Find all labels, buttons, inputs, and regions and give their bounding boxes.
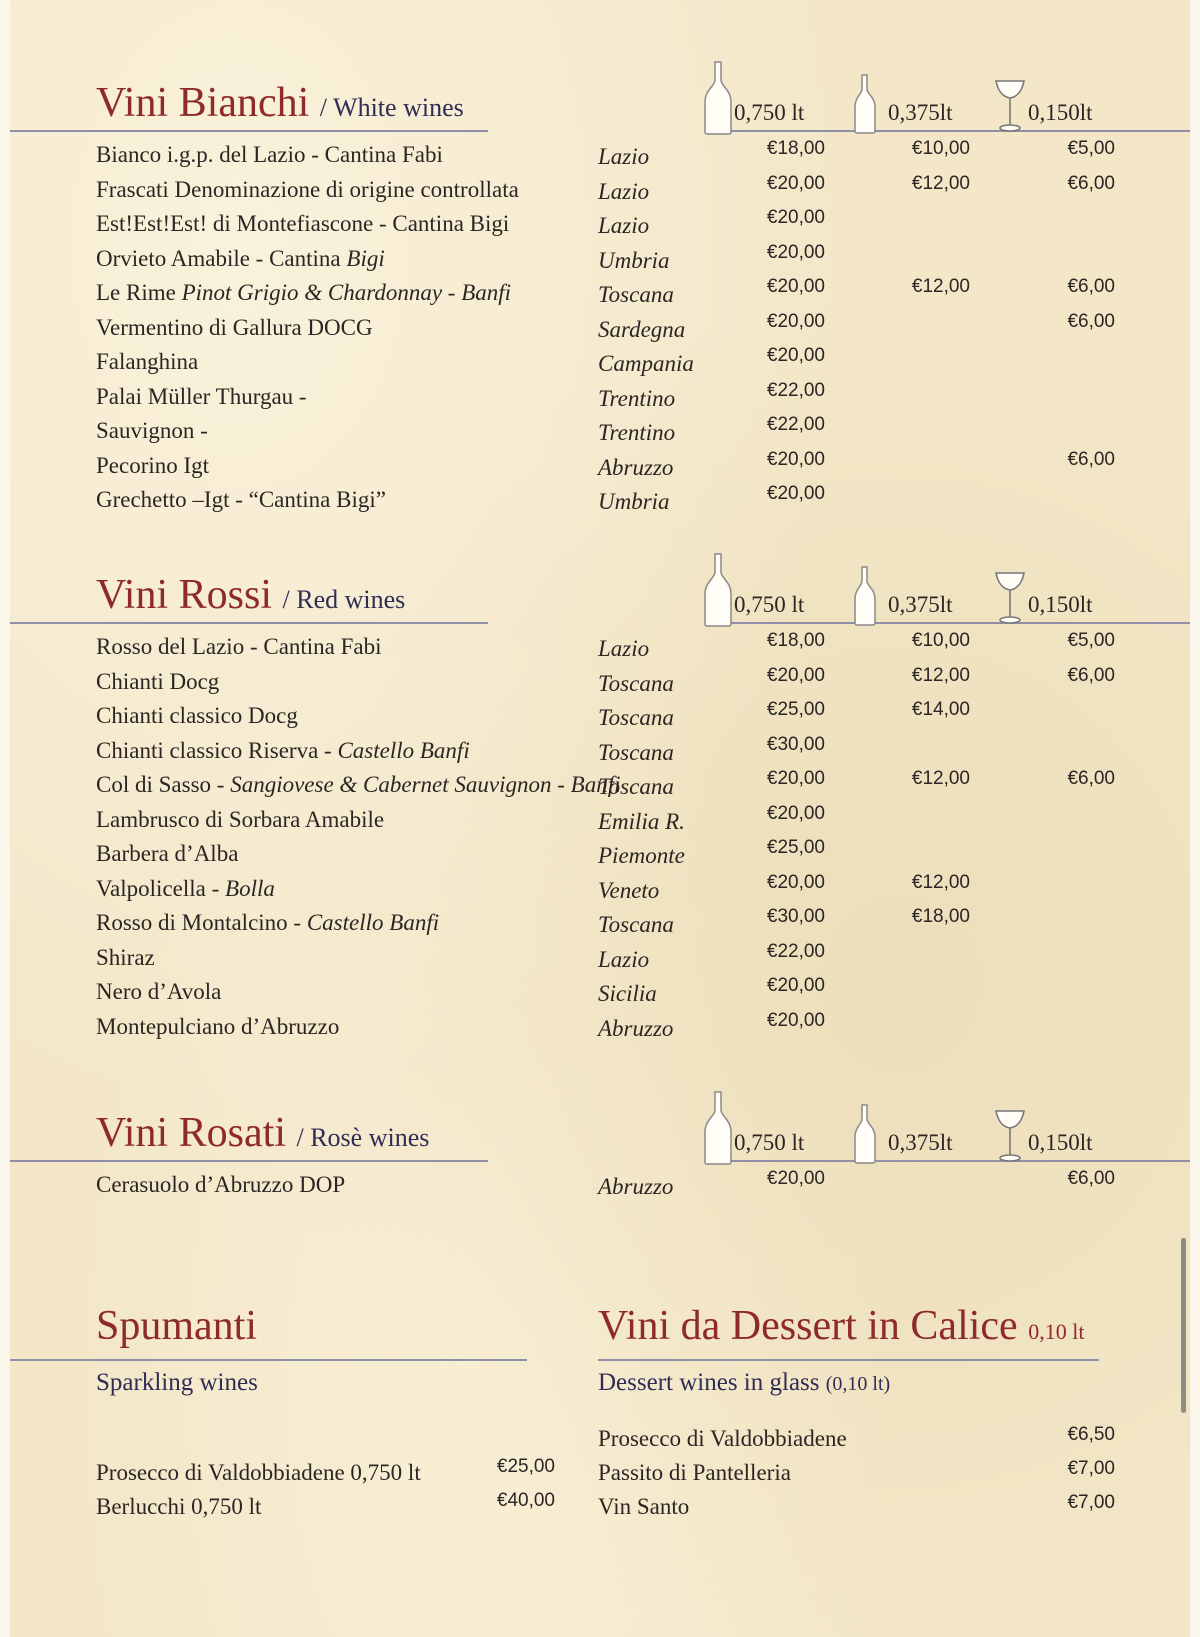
half-bottle-icon — [853, 73, 877, 140]
size-label-bottle: 0,750 lt — [734, 100, 805, 125]
wine-row — [0, 172, 1200, 211]
section-divider-right — [708, 130, 1190, 132]
wine-name-text: Nero d’Avola — [96, 979, 222, 1004]
wine-row — [0, 345, 1200, 383]
price-p1: €20,00 — [766, 1168, 825, 1189]
price-p1: €20,00 — [766, 871, 825, 893]
price-p1: €25,00 — [766, 837, 825, 858]
wine-region: Lazio — [598, 946, 650, 972]
half-bottle-icon — [853, 565, 877, 632]
wine-bottle-icon — [702, 1090, 734, 1171]
price-p2: €12,00 — [911, 276, 970, 297]
wine-name — [96, 703, 298, 729]
dessert-row — [0, 1426, 1200, 1460]
wine-name — [96, 669, 219, 695]
price-p1: €22,00 — [766, 379, 825, 401]
wine-name-text: Sauvignon - — [96, 418, 208, 443]
wine-region: Umbria — [598, 247, 670, 273]
wine-name — [96, 979, 221, 1005]
wine-region: Lazio — [598, 636, 650, 661]
wine-row — [0, 276, 1200, 314]
wine-glass-icon — [993, 1107, 1027, 1168]
wine-region: Toscana — [598, 912, 674, 937]
wine-name-text: Vermentino di Gallura DOCG — [96, 314, 373, 340]
section-title — [96, 82, 464, 124]
price-p1: €20,00 — [766, 448, 825, 470]
price-p3: €6,00 — [1067, 172, 1115, 194]
size-label-glass: 0,150lt — [1028, 100, 1093, 125]
wine-name: Prosecco di Valdobbiadene 0,750 lt — [96, 1460, 421, 1485]
size-label-half: 0,375lt — [888, 1130, 953, 1155]
wine-row — [0, 207, 1200, 245]
wine-region: Umbria — [598, 489, 670, 514]
wine-name-text: Chianti Docg — [96, 668, 220, 694]
wine-region: Trentino — [598, 420, 676, 445]
wine-region: Toscana — [598, 774, 674, 799]
price-p2: €14,00 — [911, 699, 970, 720]
price-p1: €20,00 — [766, 241, 825, 263]
price-p1: €20,00 — [766, 483, 825, 504]
wine-name — [96, 738, 470, 764]
price-p3: €5,00 — [1067, 138, 1115, 159]
wine-name — [96, 634, 382, 660]
size-label-half: 0,375lt — [888, 100, 953, 125]
wine-price: €40,00 — [496, 1490, 555, 1511]
wine-producer: Pinot Grigio & Chardonnay - Banfi — [181, 280, 512, 305]
section-title — [96, 1112, 429, 1154]
price-p3: €5,00 — [1067, 630, 1115, 651]
price-p3: €6,00 — [1067, 768, 1115, 789]
section-divider-left — [10, 130, 488, 132]
wine-row — [0, 138, 1200, 176]
price-p1: €20,00 — [766, 172, 825, 194]
wine-name — [96, 315, 373, 341]
title-text: Vini da Dessert in Calice — [598, 1303, 1018, 1349]
price-p1: €20,00 — [766, 664, 825, 686]
wine-region: Toscana — [598, 670, 674, 696]
wine-name-text: Palai Müller Thurgau - — [96, 383, 307, 409]
wine-name-text: Frascati Denominazione di origine controllata — [96, 176, 519, 202]
wine-region: Trentino — [598, 385, 676, 411]
wine-producer: Bigi — [346, 245, 385, 271]
section-subtitle: Sparkling wines — [96, 1369, 258, 1396]
title-size: 0,10 lt — [1028, 1319, 1085, 1344]
wine-price: €7,00 — [1067, 1458, 1115, 1479]
wine-name — [96, 177, 519, 203]
wine-name — [96, 841, 238, 867]
half-bottle-icon — [853, 1103, 877, 1170]
wine-name-text: Pecorino Igt — [96, 452, 210, 478]
title-subtitle: / White wines — [319, 93, 464, 122]
wine-name-text: Orvieto Amabile - Cantina — [96, 245, 347, 271]
wine-region: Abruzzo — [598, 454, 674, 480]
size-label-bottle: 0,750 lt — [734, 592, 805, 617]
title-subtitle: / Rosè wines — [296, 1123, 430, 1152]
section-title — [598, 1305, 1084, 1347]
wine-row — [0, 1009, 1200, 1048]
wine-row — [0, 379, 1200, 418]
price-p1: €20,00 — [766, 1009, 825, 1031]
price-p1: €18,00 — [766, 630, 825, 651]
wine-row — [0, 940, 1200, 979]
wine-row — [0, 699, 1200, 737]
price-p2: €12,00 — [911, 871, 970, 893]
wine-region: Abruzzo — [598, 1015, 674, 1041]
wine-producer: Castello Banfi — [306, 910, 440, 935]
price-p1: €20,00 — [766, 276, 825, 297]
wine-name — [96, 349, 198, 375]
wine-name — [96, 487, 386, 513]
size-label-glass: 0,150lt — [1028, 592, 1093, 617]
price-p1: €20,00 — [766, 975, 825, 996]
wine-name — [96, 1172, 345, 1198]
wine-region: Piemonte — [598, 843, 685, 868]
wine-region: Abruzzo — [598, 1174, 674, 1199]
wine-name — [96, 1014, 339, 1040]
wine-region: Emilia R. — [598, 808, 685, 834]
wine-region: Campania — [598, 351, 694, 376]
wine-name — [96, 280, 511, 306]
wine-name-text: Rosso del Lazio - Cantina Fabi — [96, 634, 382, 659]
wine-name — [96, 418, 208, 444]
wine-glass-icon — [993, 77, 1027, 138]
wine-region: Sicilia — [598, 981, 657, 1006]
price-p1: €25,00 — [766, 699, 825, 720]
wine-name-text: Rosso di Montalcino - — [96, 910, 307, 935]
wine-producer: Bolla — [225, 875, 275, 901]
wine-region: Lazio — [598, 178, 650, 204]
price-p2: €12,00 — [911, 172, 970, 194]
price-p1: €20,00 — [766, 207, 825, 228]
wine-row — [0, 241, 1200, 280]
wine-region: Sardegna — [598, 316, 686, 342]
wine-region: Toscana — [598, 282, 674, 307]
price-p1: €18,00 — [766, 138, 825, 159]
price-p3: €6,00 — [1067, 664, 1115, 686]
price-p1: €30,00 — [766, 733, 825, 755]
wine-name-text: Bianco i.g.p. del Lazio - Cantina Fabi — [96, 142, 443, 167]
wine-region: Lazio — [598, 213, 650, 238]
price-p3: €6,00 — [1067, 1168, 1115, 1189]
wine-name — [96, 142, 443, 168]
wine-bottle-icon — [702, 552, 734, 633]
size-label-bottle: 0,750 lt — [734, 1130, 805, 1155]
wine-row — [0, 630, 1200, 668]
price-p1: €20,00 — [766, 345, 825, 366]
price-p2: €10,00 — [911, 138, 970, 159]
title-text: Vini Rossi — [96, 572, 273, 618]
price-p2: €12,00 — [911, 768, 970, 789]
wine-region: Toscana — [598, 705, 674, 730]
wine-region: Toscana — [598, 739, 674, 765]
price-p1: €30,00 — [766, 906, 825, 927]
wine-row — [0, 448, 1200, 487]
wine-name — [96, 384, 307, 410]
wine-name-text: Grechetto –Igt - “Cantina Bigi” — [96, 487, 386, 512]
wine-row — [0, 768, 1200, 806]
section-divider-left — [10, 1160, 488, 1162]
price-p2: €10,00 — [911, 630, 970, 651]
wine-row — [0, 871, 1200, 910]
wine-row — [0, 802, 1200, 841]
wine-row — [0, 733, 1200, 772]
size-label-glass: 0,150lt — [1028, 1130, 1093, 1155]
title-subtitle: / Red wines — [282, 585, 406, 614]
wine-row — [0, 837, 1200, 875]
price-p3: €6,00 — [1067, 448, 1115, 470]
section-divider-right — [708, 1160, 1190, 1162]
section-rose-wines — [0, 1090, 1200, 1220]
wine-name — [96, 246, 385, 272]
price-p1: €20,00 — [766, 310, 825, 332]
wine-bottle-icon — [702, 60, 734, 141]
section-divider-left — [10, 622, 488, 624]
wine-region: Lazio — [598, 144, 650, 169]
section-dessert-wines — [0, 1305, 1200, 1545]
wine-name-text: Shiraz — [96, 944, 155, 970]
wine-name-text: Montepulciano d’Abruzzo — [96, 1013, 340, 1039]
wine-row — [0, 310, 1200, 349]
wine-name-text: Le Rime — [96, 280, 182, 305]
price-p3: €6,00 — [1067, 310, 1115, 332]
price-p3: €6,00 — [1067, 276, 1115, 297]
wine-row — [0, 483, 1200, 521]
wine-row — [0, 664, 1200, 703]
wine-name — [96, 772, 620, 798]
wine-price: €6,50 — [1067, 1424, 1115, 1445]
section-white-wines — [0, 60, 1200, 530]
wine-price: €7,00 — [1067, 1492, 1115, 1513]
wine-name — [96, 876, 275, 902]
wine-row — [0, 975, 1200, 1013]
wine-name-text: Chianti classico Riserva - — [96, 737, 338, 763]
wine-producer: Castello Banfi — [337, 737, 470, 763]
wine-name-text: Cerasuolo d’Abruzzo DOP — [96, 1172, 346, 1197]
wine-name: Berlucchi 0,750 lt — [96, 1494, 262, 1519]
wine-name-text: Est!Est!Est! di Montefiascone - Cantina Bigi — [96, 211, 510, 236]
wine-row — [0, 1168, 1200, 1206]
title-text: Vini Bianchi — [96, 80, 310, 126]
wine-name — [96, 453, 209, 479]
title-text: Vini Rosati — [96, 1110, 286, 1156]
wine-name: Vin Santo — [598, 1494, 690, 1519]
dessert-row — [0, 1460, 1200, 1494]
wine-name-text: Barbera d’Alba — [96, 841, 239, 866]
wine-name — [96, 807, 384, 833]
dessert-row — [0, 1494, 1200, 1528]
wine-name — [96, 945, 155, 971]
section-subtitle — [598, 1369, 890, 1397]
wine-row — [0, 906, 1200, 944]
wine-name — [96, 910, 439, 936]
wine-name-text: Chianti classico Docg — [96, 703, 298, 728]
subtitle-size: (0,10 lt) — [825, 1373, 891, 1395]
wine-producer: Sangiovese & Cabernet Sauvignon - Banfi — [230, 772, 621, 797]
wine-price: €25,00 — [496, 1456, 555, 1477]
wine-name-text: Col di Sasso - — [96, 772, 231, 797]
wine-name: Passito di Pantelleria — [598, 1460, 791, 1485]
wine-name-text: Falanghina — [96, 349, 199, 374]
wine-name-text: Lambrusco di Sorbara Amabile — [96, 806, 385, 832]
price-p2: €12,00 — [911, 664, 970, 686]
section-divider-right — [708, 622, 1190, 624]
section-title — [96, 574, 405, 616]
wine-name-text: Valpolicella - — [96, 875, 226, 901]
price-p1: €22,00 — [766, 940, 825, 962]
price-p1: €22,00 — [766, 414, 825, 435]
wine-region: Veneto — [598, 877, 660, 903]
section-divider — [598, 1359, 1099, 1361]
wine-name — [96, 211, 509, 237]
subtitle-text: Dessert wines in glass — [598, 1369, 820, 1396]
wine-row — [0, 414, 1200, 452]
price-p1: €20,00 — [766, 768, 825, 789]
price-p1: €20,00 — [766, 802, 825, 824]
section-red-wines — [0, 552, 1200, 1052]
price-p2: €18,00 — [911, 906, 970, 927]
wine-name: Prosecco di Valdobbiadene — [598, 1426, 847, 1451]
size-label-half: 0,375lt — [888, 592, 953, 617]
section-title: Spumanti — [96, 1303, 258, 1349]
wine-glass-icon — [993, 569, 1027, 630]
